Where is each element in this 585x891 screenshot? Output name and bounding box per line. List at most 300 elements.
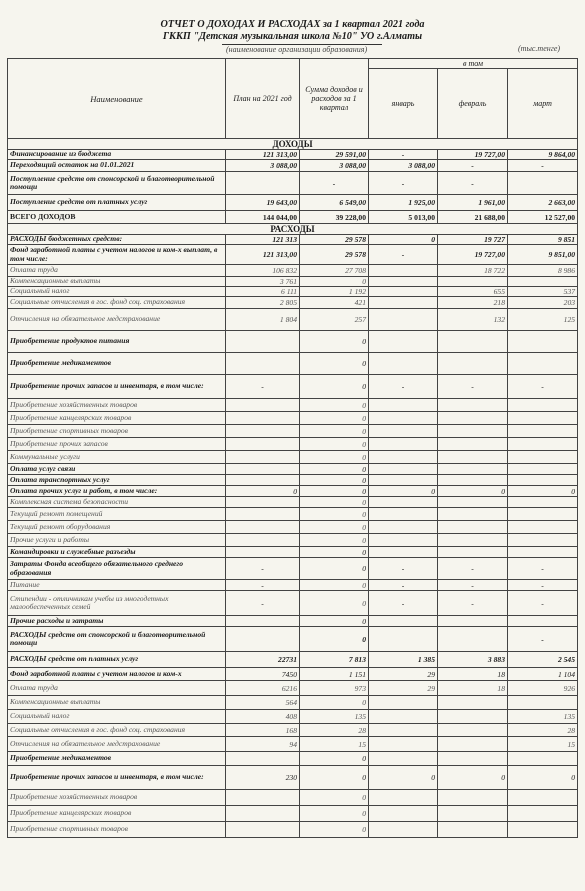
table-row	[8, 508, 578, 521]
cell-plan: 94	[226, 737, 300, 752]
table-row	[8, 752, 578, 766]
cell-mar	[508, 475, 578, 486]
cell-feb: 19 727	[438, 235, 508, 245]
cell-mar: 15	[508, 737, 578, 752]
cell-sum: 0	[300, 438, 369, 451]
col-mar-header: март	[508, 69, 578, 139]
organization-name: ГККП "Детская музыкальная школа №10" УО г.Алматы	[162, 31, 423, 42]
cell-feb	[438, 464, 508, 475]
cell-feb	[438, 497, 508, 508]
cell-feb	[438, 399, 508, 412]
cell-feb: 132	[438, 309, 508, 331]
cell-plan: 19 643,00	[226, 195, 300, 211]
cell-jan	[369, 309, 438, 331]
row-label: Приобретение медикаментов	[8, 353, 226, 375]
table-row	[8, 616, 578, 627]
cell-feb	[438, 438, 508, 451]
cell-mar: 537	[508, 287, 578, 297]
row-label: РАСХОДЫ средств от спонсорской и благотворительной помощи	[8, 627, 226, 652]
cell-mar: -	[508, 580, 578, 591]
cell-mar: 125	[508, 309, 578, 331]
cell-feb	[438, 806, 508, 822]
cell-jan	[369, 297, 438, 309]
table-row	[8, 438, 578, 451]
cell-jan	[369, 696, 438, 710]
cell-plan: 230	[226, 766, 300, 790]
cell-mar	[508, 464, 578, 475]
table-row	[8, 521, 578, 534]
table-row	[8, 265, 578, 277]
cell-mar	[508, 412, 578, 425]
cell-sum: 973	[300, 681, 369, 696]
cell-mar: 135	[508, 710, 578, 724]
col-incl-header: в том	[369, 59, 578, 69]
cell-feb	[438, 412, 508, 425]
row-label: Социальные отчисления в гос. фонд соц. страхования	[8, 724, 226, 737]
cell-sum: 0	[300, 521, 369, 534]
cell-plan	[226, 438, 300, 451]
table-row	[8, 399, 578, 412]
cell-feb: 18	[438, 681, 508, 696]
row-label: Приобретение прочих запасов	[8, 438, 226, 451]
cell-mar: 9 851,00	[508, 245, 578, 265]
table-row	[8, 668, 578, 681]
table-row	[8, 547, 578, 558]
table-row	[8, 451, 578, 464]
cell-feb	[438, 353, 508, 375]
cell-plan	[226, 475, 300, 486]
cell-plan: 106 832	[226, 265, 300, 277]
cell-feb	[438, 710, 508, 724]
cell-feb: 19 727,00	[438, 150, 508, 160]
table-row	[8, 172, 578, 195]
cell-mar: 0	[508, 486, 578, 497]
cell-sum: 421	[300, 297, 369, 309]
cell-sum: 0	[300, 353, 369, 375]
cell-feb: -	[438, 558, 508, 580]
cell-jan	[369, 331, 438, 353]
cell-plan	[226, 172, 300, 195]
organization-caption: (наименование организации образования)	[226, 45, 368, 54]
row-label: Компенсационные выплаты	[8, 277, 226, 287]
cell-feb	[438, 534, 508, 547]
table-row	[8, 150, 578, 160]
cell-sum: 0	[300, 331, 369, 353]
cell-mar	[508, 508, 578, 521]
table-row	[8, 245, 578, 265]
row-label: Оплата услуг связи	[8, 464, 226, 475]
cell-plan	[226, 822, 300, 838]
cell-feb	[438, 547, 508, 558]
table-row	[8, 195, 578, 211]
row-label: Финансирование из бюджета	[8, 150, 226, 160]
cell-sum: 29 578	[300, 235, 369, 245]
cell-mar: -	[508, 627, 578, 652]
table-row	[8, 766, 578, 790]
cell-sum: 0	[300, 558, 369, 580]
row-label: Отчисления на обязательное медстрахование	[8, 737, 226, 752]
cell-jan: 0	[369, 486, 438, 497]
header-row-top	[8, 59, 578, 69]
cell-mar	[508, 534, 578, 547]
table-row	[8, 353, 578, 375]
cell-sum: -	[300, 172, 369, 195]
cell-plan: 2 805	[226, 297, 300, 309]
col-sum-header: Сумма доходов и расходов за 1 квартал	[300, 59, 369, 139]
cell-feb: -	[438, 591, 508, 616]
cell-mar	[508, 425, 578, 438]
row-label: Оплата труда	[8, 681, 226, 696]
row-label: Текущий ремонт оборудования	[8, 521, 226, 534]
row-label: Приобретение канцелярских товаров	[8, 412, 226, 425]
table-row	[8, 652, 578, 668]
table-row	[8, 822, 578, 838]
table-row	[8, 475, 578, 486]
cell-mar	[508, 172, 578, 195]
cell-plan	[226, 806, 300, 822]
cell-feb: 1 961,00	[438, 195, 508, 211]
cell-plan	[226, 534, 300, 547]
cell-sum: 1 192	[300, 287, 369, 297]
cell-feb: 655	[438, 287, 508, 297]
cell-plan	[226, 399, 300, 412]
table-row	[8, 486, 578, 497]
table-row	[8, 558, 578, 580]
cell-plan: 408	[226, 710, 300, 724]
col-plan-header: План на 2021 год	[226, 59, 300, 139]
row-label: Поступление средств от спонсорской и благотворительной помощи	[8, 172, 226, 195]
cell-sum: 0	[300, 399, 369, 412]
cell-sum: 135	[300, 710, 369, 724]
cell-plan: 6216	[226, 681, 300, 696]
cell-sum: 1 151	[300, 668, 369, 681]
cell-mar	[508, 806, 578, 822]
cell-mar: -	[508, 558, 578, 580]
table-row	[8, 497, 578, 508]
cell-plan	[226, 497, 300, 508]
cell-sum: 6 549,00	[300, 195, 369, 211]
row-label: ВСЕГО ДОХОДОВ	[8, 211, 226, 224]
cell-feb	[438, 616, 508, 627]
row-label: Затраты Фонда всеобщего обязательного среднего образования	[8, 558, 226, 580]
report-title: ОТЧЕТ О ДОХОДАХ И РАСХОДАХ за 1 квартал 2021 года	[160, 19, 425, 30]
cell-jan: -	[369, 591, 438, 616]
cell-feb	[438, 451, 508, 464]
row-label: Стипендии - отличникам учебы из многодетных малообеспеченных семей	[8, 591, 226, 616]
cell-jan	[369, 547, 438, 558]
cell-mar: 9 851	[508, 235, 578, 245]
cell-feb: 18 722	[438, 265, 508, 277]
table-row	[8, 277, 578, 287]
table-row	[8, 375, 578, 399]
row-label: Переходящий остаток на 01.01.2021	[8, 160, 226, 172]
row-label: Коммунальные услуги	[8, 451, 226, 464]
cell-plan: 1 804	[226, 309, 300, 331]
cell-jan	[369, 710, 438, 724]
cell-sum: 7 813	[300, 652, 369, 668]
row-label: Прочие услуги и работы	[8, 534, 226, 547]
cell-feb	[438, 277, 508, 287]
cell-sum: 0	[300, 627, 369, 652]
cell-feb: 19 727,00	[438, 245, 508, 265]
cell-plan: 564	[226, 696, 300, 710]
section-row	[8, 139, 578, 150]
cell-sum: 0	[300, 425, 369, 438]
cell-jan	[369, 521, 438, 534]
cell-mar: 9 864,00	[508, 150, 578, 160]
table-row	[8, 331, 578, 353]
row-label: Командировки и служебные разъезды	[8, 547, 226, 558]
cell-plan	[226, 464, 300, 475]
cell-mar: 1 104	[508, 668, 578, 681]
cell-plan: 3 088,00	[226, 160, 300, 172]
row-label: Оплата транспортных услуг	[8, 475, 226, 486]
cell-mar: 0	[508, 766, 578, 790]
table-row	[8, 737, 578, 752]
cell-feb: 21 688,00	[438, 211, 508, 224]
section-title: РАСХОДЫ	[8, 224, 578, 235]
cell-plan: 7450	[226, 668, 300, 681]
cell-mar: 12 527,00	[508, 211, 578, 224]
table-row	[8, 412, 578, 425]
cell-mar	[508, 822, 578, 838]
cell-mar	[508, 497, 578, 508]
cell-mar	[508, 399, 578, 412]
table-row	[8, 211, 578, 224]
row-label: Фонд заработной платы с учетом налогов и ком-х	[8, 668, 226, 681]
row-label: Социальный налог	[8, 710, 226, 724]
cell-sum: 0	[300, 497, 369, 508]
cell-sum: 29 591,00	[300, 150, 369, 160]
cell-jan	[369, 497, 438, 508]
cell-jan	[369, 412, 438, 425]
cell-plan	[226, 752, 300, 766]
table-row	[8, 696, 578, 710]
table-row	[8, 235, 578, 245]
cell-feb	[438, 737, 508, 752]
col-feb-header: февраль	[438, 69, 508, 139]
table-row	[8, 806, 578, 822]
cell-plan: 121 313,00	[226, 245, 300, 265]
table-row	[8, 710, 578, 724]
table-row	[8, 464, 578, 475]
cell-sum: 0	[300, 451, 369, 464]
cell-jan: -	[369, 172, 438, 195]
cell-mar	[508, 277, 578, 287]
table-row	[8, 534, 578, 547]
cell-sum: 0	[300, 475, 369, 486]
cell-sum: 39 228,00	[300, 211, 369, 224]
cell-jan	[369, 627, 438, 652]
cell-plan: -	[226, 580, 300, 591]
cell-sum: 0	[300, 375, 369, 399]
cell-jan: -	[369, 580, 438, 591]
cell-jan	[369, 353, 438, 375]
cell-sum: 0	[300, 547, 369, 558]
col-name-header: Наименование	[8, 59, 226, 139]
table-row	[8, 425, 578, 438]
cell-mar: -	[508, 160, 578, 172]
cell-jan	[369, 724, 438, 737]
cell-jan: -	[369, 558, 438, 580]
cell-sum: 0	[300, 486, 369, 497]
cell-plan: -	[226, 558, 300, 580]
cell-sum: 15	[300, 737, 369, 752]
cell-jan	[369, 277, 438, 287]
cell-sum: 29 578	[300, 245, 369, 265]
cell-mar	[508, 547, 578, 558]
cell-mar	[508, 331, 578, 353]
cell-feb	[438, 752, 508, 766]
cell-plan	[226, 627, 300, 652]
cell-sum: 3 088,00	[300, 160, 369, 172]
cell-plan: 3 761	[226, 277, 300, 287]
cell-plan: -	[226, 375, 300, 399]
cell-jan	[369, 822, 438, 838]
row-label: Фонд заработной платы с учетом налогов и ком-х выплат, в том числе:	[8, 245, 226, 265]
row-label: РАСХОДЫ средств от платных услуг	[8, 652, 226, 668]
row-label: Социальные отчисления в гос. фонд соц. страхования	[8, 297, 226, 309]
row-label: Комплексная система безопасности	[8, 497, 226, 508]
report-table	[7, 58, 578, 838]
cell-plan	[226, 616, 300, 627]
cell-plan	[226, 451, 300, 464]
cell-jan	[369, 508, 438, 521]
cell-sum: 0	[300, 696, 369, 710]
table-row	[8, 790, 578, 806]
cell-jan	[369, 475, 438, 486]
section-title: ДОХОДЫ	[8, 139, 578, 150]
row-label: Приобретение прочих запасов и инвентаря, в том числе:	[8, 375, 226, 399]
cell-mar: 926	[508, 681, 578, 696]
row-label: Приобретение хозяйственных товаров	[8, 790, 226, 806]
row-label: Питание	[8, 580, 226, 591]
cell-mar	[508, 696, 578, 710]
cell-jan: 3 088,00	[369, 160, 438, 172]
cell-plan: 168	[226, 724, 300, 737]
cell-jan	[369, 790, 438, 806]
cell-plan	[226, 331, 300, 353]
cell-jan	[369, 425, 438, 438]
cell-feb: 0	[438, 766, 508, 790]
table-row	[8, 309, 578, 331]
row-label: Оплата прочих услуг и работ, в том числе:	[8, 486, 226, 497]
cell-jan	[369, 616, 438, 627]
cell-plan: 121 313,00	[226, 150, 300, 160]
cell-feb: 218	[438, 297, 508, 309]
cell-mar: 2 545	[508, 652, 578, 668]
cell-jan: 0	[369, 235, 438, 245]
row-label: Приобретение прочих запасов и инвентаря, в том числе:	[8, 766, 226, 790]
cell-sum: 257	[300, 309, 369, 331]
cell-sum: 0	[300, 508, 369, 521]
row-label: Социальный налог	[8, 287, 226, 297]
table-row	[8, 591, 578, 616]
cell-sum: 0	[300, 806, 369, 822]
cell-feb: 3 883	[438, 652, 508, 668]
cell-feb	[438, 521, 508, 534]
cell-plan: 22731	[226, 652, 300, 668]
cell-plan: 6 111	[226, 287, 300, 297]
cell-jan	[369, 438, 438, 451]
cell-feb: 18	[438, 668, 508, 681]
cell-sum: 0	[300, 591, 369, 616]
cell-feb	[438, 475, 508, 486]
cell-mar	[508, 353, 578, 375]
cell-feb	[438, 508, 508, 521]
cell-jan	[369, 399, 438, 412]
cell-plan: -	[226, 591, 300, 616]
cell-mar: 8 986	[508, 265, 578, 277]
cell-jan: 1 385	[369, 652, 438, 668]
row-label: Приобретение продуктов питания	[8, 331, 226, 353]
cell-jan: -	[369, 245, 438, 265]
cell-mar	[508, 521, 578, 534]
cell-plan: 144 044,00	[226, 211, 300, 224]
row-label: Приобретение спортивных товаров	[8, 425, 226, 438]
cell-feb: -	[438, 375, 508, 399]
cell-plan	[226, 425, 300, 438]
table-row	[8, 160, 578, 172]
row-label: Приобретение спортивных товаров	[8, 822, 226, 838]
table-row	[8, 297, 578, 309]
cell-plan	[226, 353, 300, 375]
cell-feb: -	[438, 160, 508, 172]
cell-jan: 29	[369, 681, 438, 696]
cell-jan	[369, 265, 438, 277]
cell-sum: 28	[300, 724, 369, 737]
row-label: Приобретение канцелярских товаров	[8, 806, 226, 822]
cell-sum: 0	[300, 580, 369, 591]
cell-plan	[226, 790, 300, 806]
cell-jan	[369, 806, 438, 822]
cell-plan	[226, 547, 300, 558]
cell-feb	[438, 790, 508, 806]
cell-mar: 2 663,00	[508, 195, 578, 211]
cell-feb	[438, 696, 508, 710]
cell-jan: 1 925,00	[369, 195, 438, 211]
cell-plan	[226, 412, 300, 425]
cell-sum: 0	[300, 412, 369, 425]
cell-mar: -	[508, 375, 578, 399]
cell-mar: 203	[508, 297, 578, 309]
cell-jan: 0	[369, 766, 438, 790]
cell-mar	[508, 752, 578, 766]
table-row	[8, 724, 578, 737]
cell-jan: 29	[369, 668, 438, 681]
cell-plan: 0	[226, 486, 300, 497]
cell-jan	[369, 451, 438, 464]
cell-feb	[438, 822, 508, 838]
cell-mar: -	[508, 591, 578, 616]
cell-jan	[369, 752, 438, 766]
cell-jan	[369, 287, 438, 297]
cell-jan: 5 013,00	[369, 211, 438, 224]
table-row	[8, 627, 578, 652]
row-label: Приобретение медикаментов	[8, 752, 226, 766]
cell-sum: 0	[300, 616, 369, 627]
cell-plan: 121 313	[226, 235, 300, 245]
cell-mar	[508, 438, 578, 451]
units-label: (тыс.тенге)	[518, 44, 561, 53]
row-label: Поступление средств от платных услуг	[8, 195, 226, 211]
cell-sum: 0	[300, 822, 369, 838]
cell-jan	[369, 737, 438, 752]
cell-mar	[508, 790, 578, 806]
cell-jan: -	[369, 375, 438, 399]
cell-feb: -	[438, 580, 508, 591]
cell-mar: 28	[508, 724, 578, 737]
